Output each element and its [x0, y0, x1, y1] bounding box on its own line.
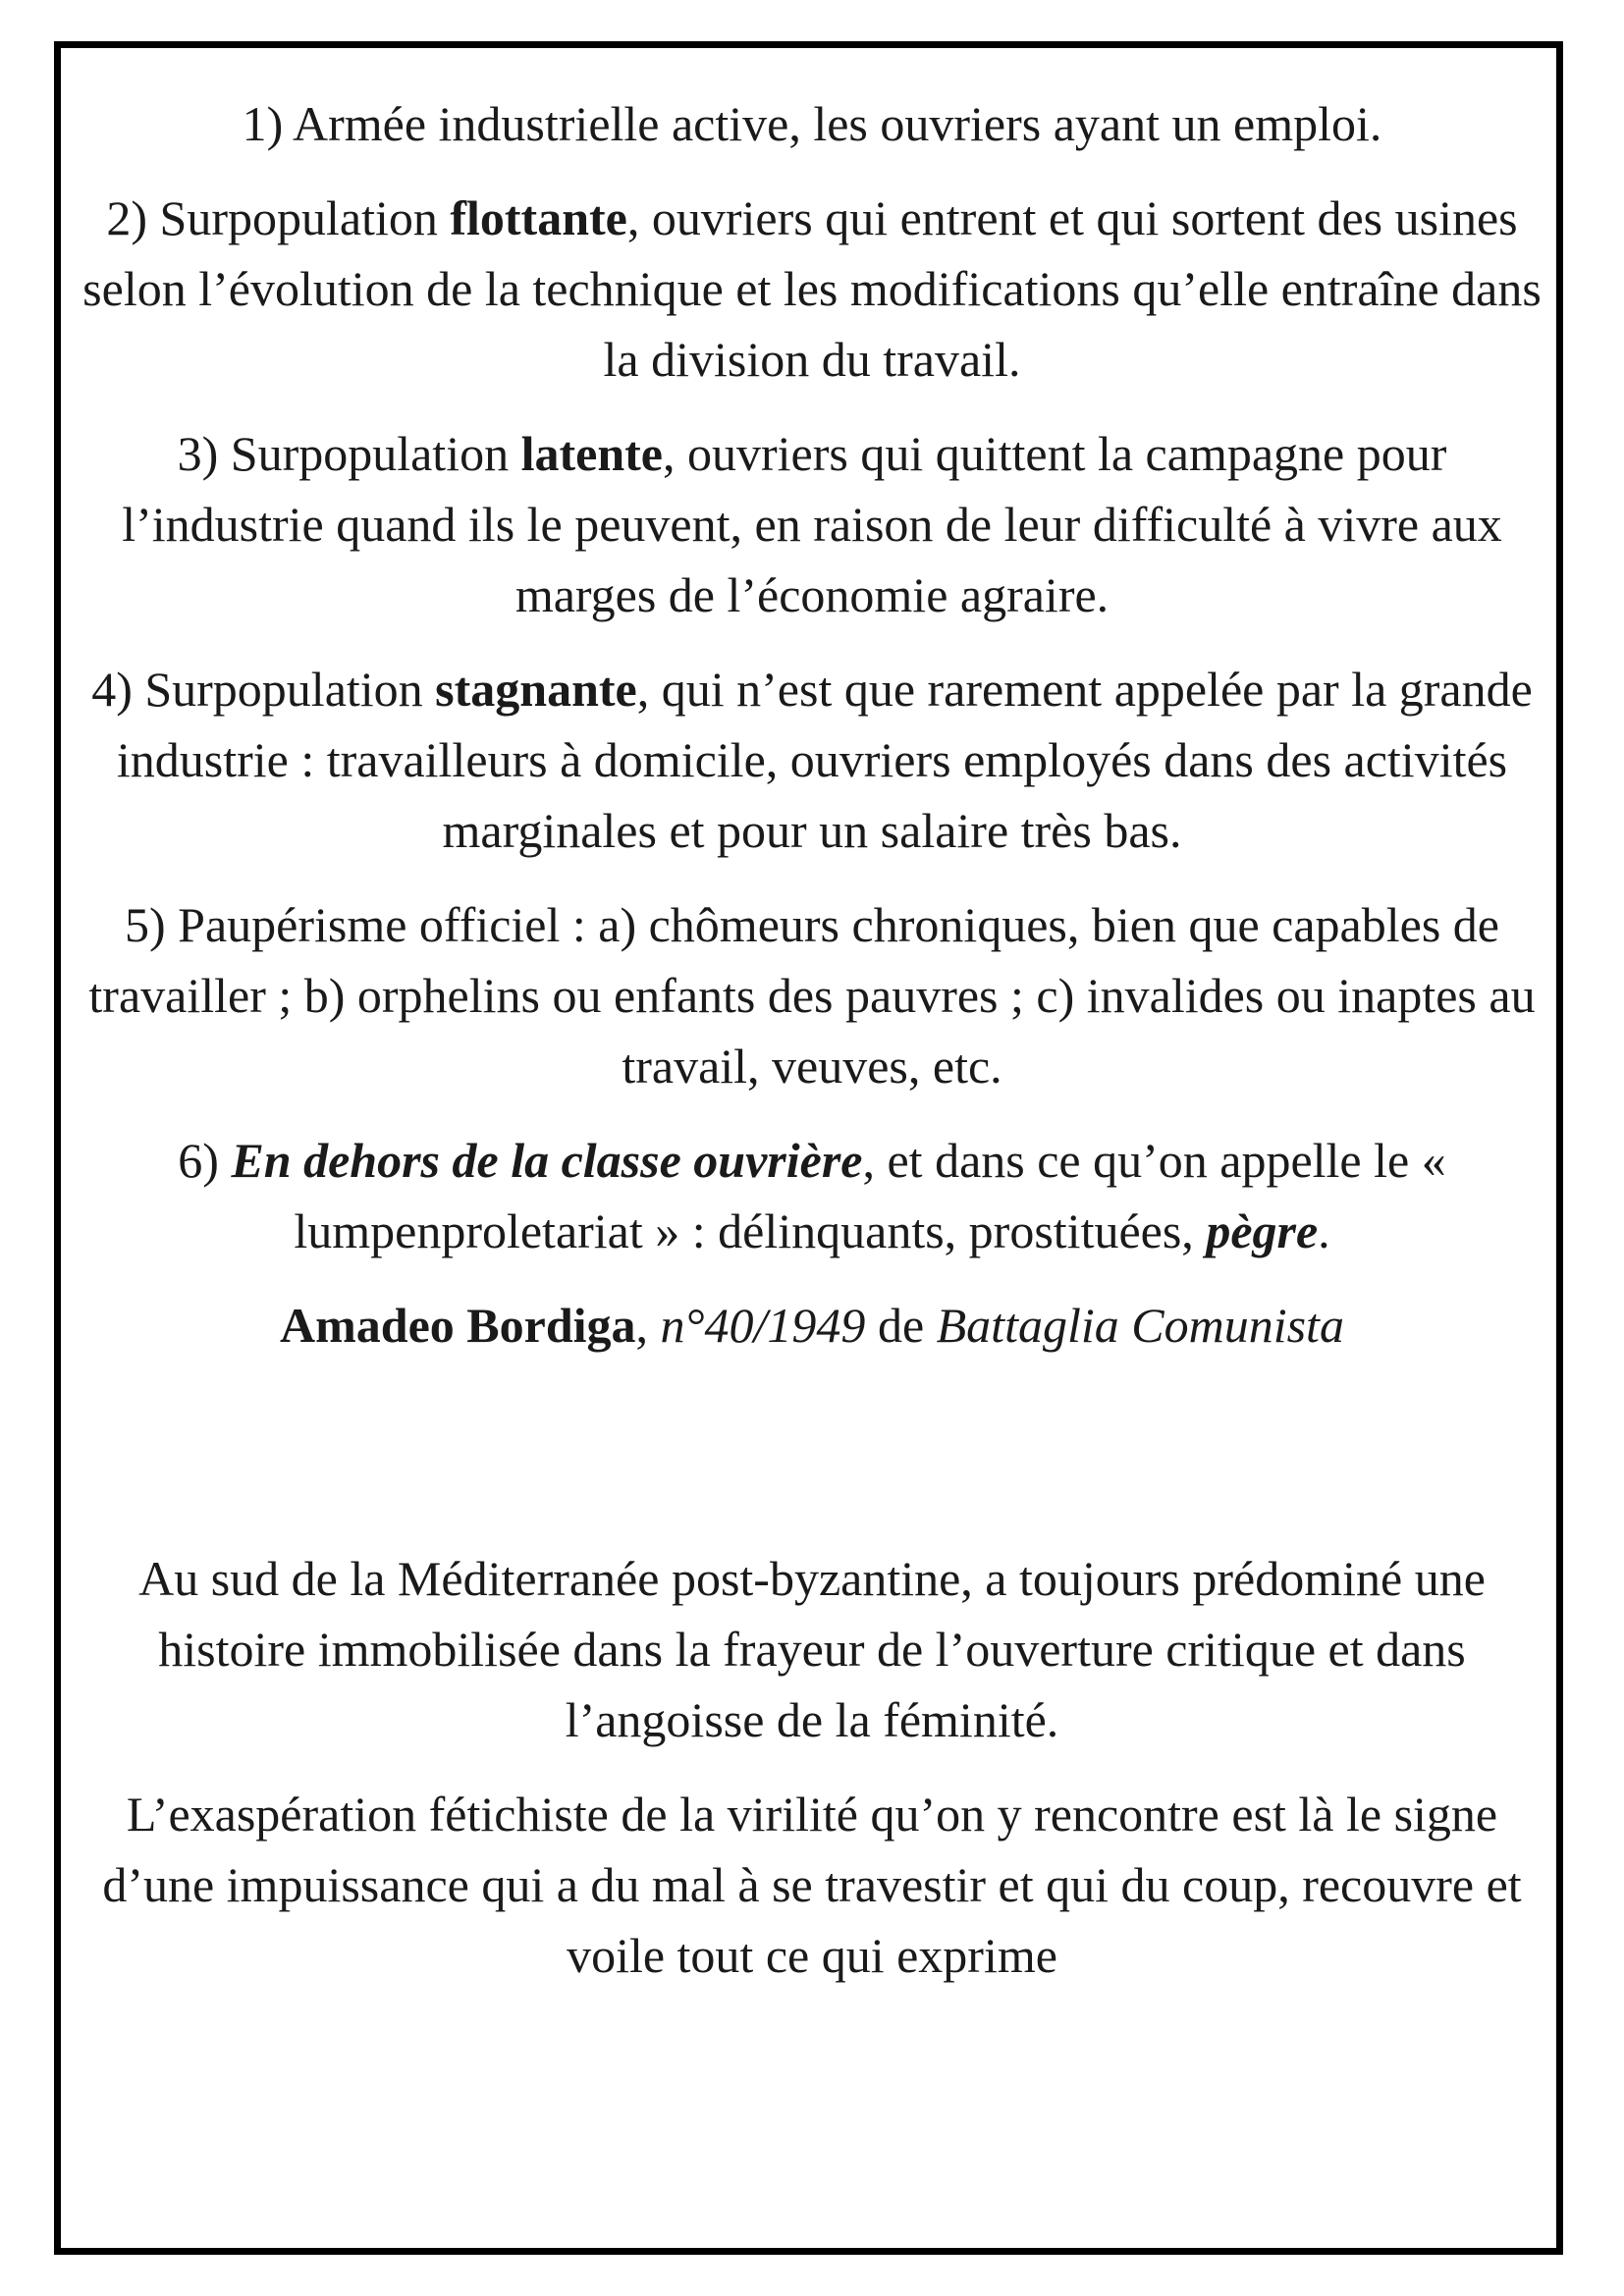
list-text: 1) Armée industrielle active, les ouvriers ayant un emploi.	[242, 96, 1382, 151]
page-content	[74, 88, 1550, 2014]
list-item-3	[74, 418, 1550, 630]
citation-separator: ,	[635, 1298, 661, 1353]
list-item-1	[74, 88, 1550, 159]
list-text: , et dans ce qu’on appelle le « lumpenproletariat » : délinquants, prostituées,	[294, 1133, 1446, 1258]
citation-author: Amadeo Bordiga	[280, 1298, 636, 1353]
list-item-5	[74, 889, 1550, 1101]
list-text: , qui n’est que rarement appelée par la grande industrie : travailleurs à domicile, ouvriers employés dans des activités marginales et pour un salaire très bas.	[116, 662, 1533, 858]
citation	[74, 1290, 1550, 1361]
population-list	[74, 88, 1550, 1266]
list-text: 6)	[178, 1133, 232, 1188]
emphasis-text: latente	[520, 426, 663, 481]
citation-source: Battaglia Comunista	[936, 1298, 1344, 1353]
list-text: 5) Paupérisme officiel : a) chômeurs chroniques, bien que capables de travailler ; b) orphelins ou enfants des pauvres ; c) invalides ou inaptes au travail, veuves, etc.	[88, 897, 1536, 1094]
citation-de: de	[865, 1298, 937, 1353]
spacer	[74, 1384, 1550, 1543]
citation-issue: n°40/1949	[660, 1298, 866, 1353]
paragraph-2: L’exaspération fétichiste de la virilité qu’on y rencontre est là le signe d’une impuissance qui a du mal à se travestir et qui du coup, recouvre et voile tout ce qui exprime	[102, 1787, 1522, 1983]
list-text: 4) Surpopulation	[91, 662, 436, 717]
emphasis-text: En dehors de la classe ouvrière	[231, 1133, 863, 1188]
list-text: , ouvriers qui quittent la campagne pour l’industrie quand ils le peuvent, en raison de leur difficulté à vivre aux marges de l’économie agraire.	[122, 426, 1502, 622]
list-text: , ouvriers qui entrent et qui sortent des usines selon l’évolution de la technique et les modifications qu’elle entraîne dans la division du travail.	[82, 190, 1542, 387]
list-text: .	[1318, 1203, 1330, 1258]
emphasis-text: stagnante	[435, 662, 637, 717]
list-text: 3) Surpopulation	[177, 426, 521, 481]
list-item-4	[74, 654, 1550, 866]
list-item-6	[74, 1125, 1550, 1266]
list-item-2	[74, 183, 1550, 395]
emphasis-text: flottante	[450, 190, 627, 245]
list-text: 2) Surpopulation	[106, 190, 451, 245]
paragraph-1: Au sud de la Méditerranée post-byzantine, a toujours prédominé une histoire immobilisée dans la frayeur de l’ouverture critique et dans l’angoisse de la féminité.	[138, 1551, 1486, 1747]
emphasis-text: pègre	[1206, 1203, 1319, 1258]
